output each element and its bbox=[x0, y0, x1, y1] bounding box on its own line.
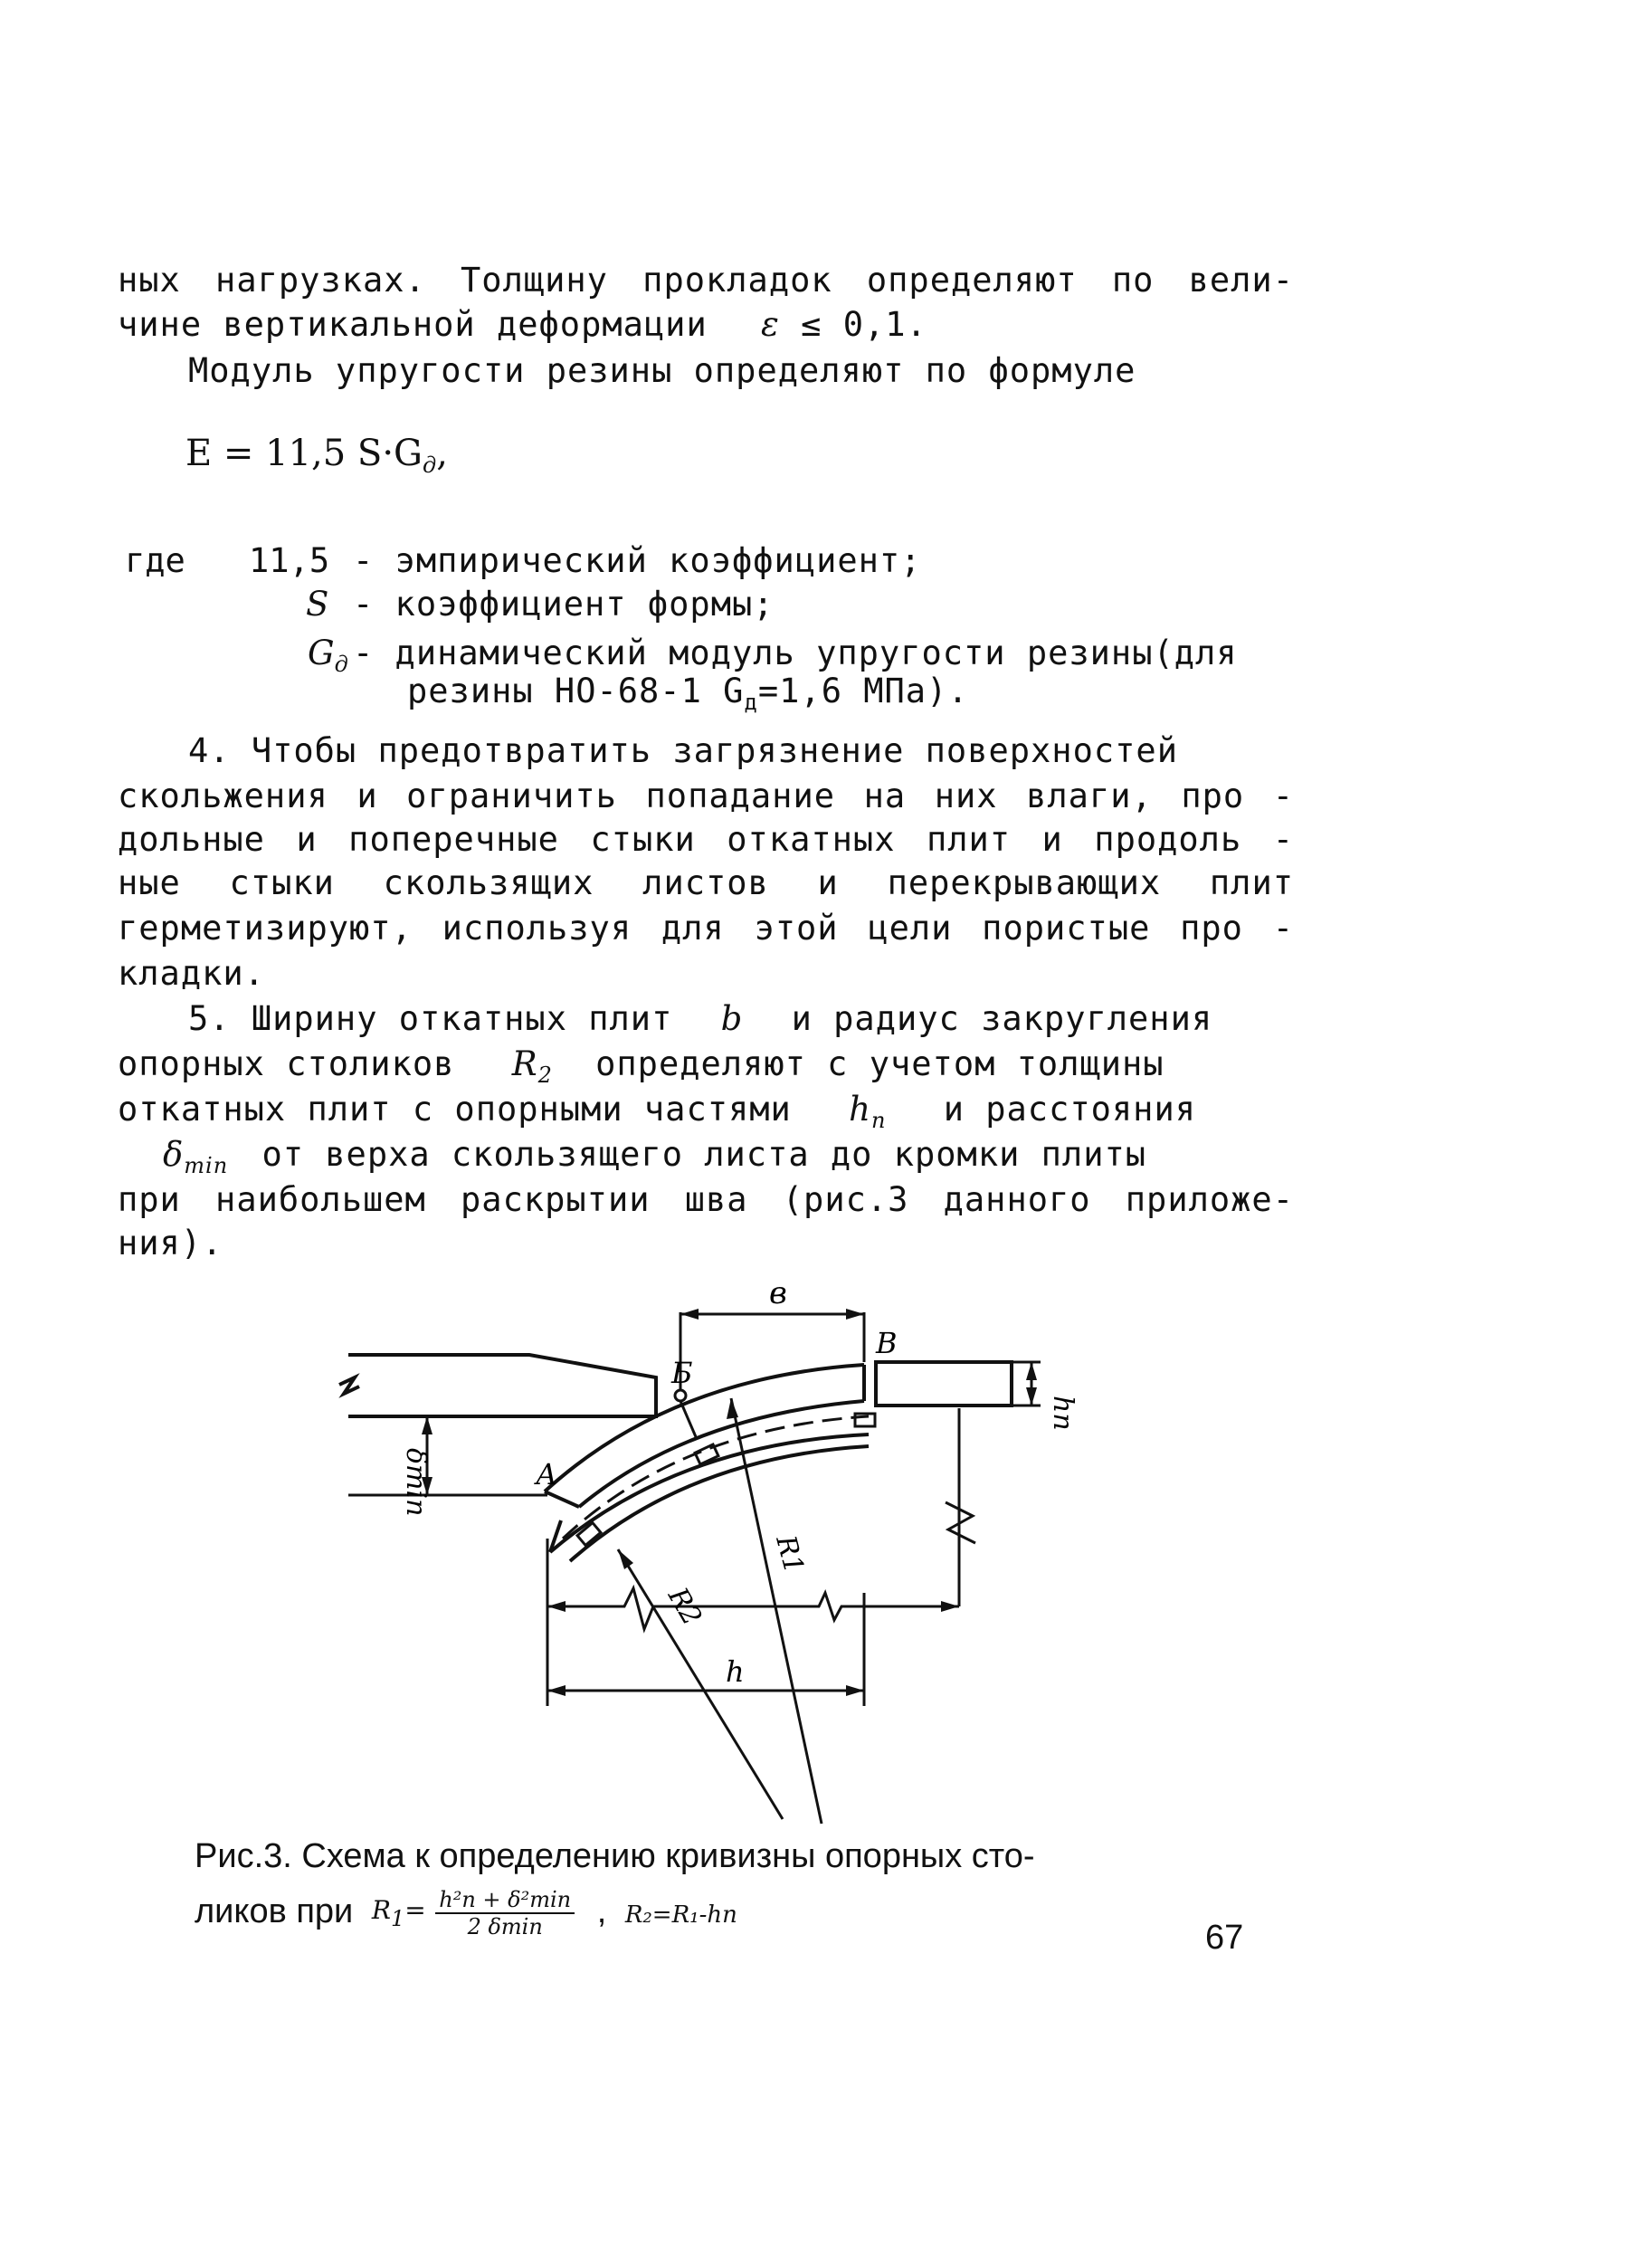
figure-caption-line2: ликов при R1= h²п + δ²min 2 δmin , R₂=R₁-hп bbox=[195, 1887, 737, 1939]
page-number: 67 bbox=[1205, 1919, 1244, 1957]
text-line: ния). bbox=[118, 1224, 223, 1263]
radius-r1 bbox=[731, 1398, 822, 1824]
text-line: опорных столиков $R_2$ определяют с учетом толщины bbox=[118, 1044, 1164, 1088]
def-symbol: 11,5 bbox=[249, 541, 330, 580]
label-r1: R1 bbox=[769, 1532, 810, 1577]
figure-caption: Рис.3. Схема к определению кривизны опорных сто- bbox=[195, 1837, 1035, 1875]
right-plate bbox=[876, 1362, 1012, 1406]
label-point-b: Б bbox=[671, 1356, 693, 1390]
text-line: 5. Ширину откатных плит b и радиус закругления bbox=[188, 999, 1213, 1038]
label-point-a: А bbox=[536, 1457, 558, 1491]
def-symbol: S bbox=[306, 585, 329, 624]
dimension-line-upper bbox=[547, 1588, 959, 1629]
radius-r2 bbox=[618, 1549, 783, 1819]
label-b: в bbox=[769, 1275, 787, 1311]
text-line: 4. Чтобы предотвратить загрязнение поверхностей bbox=[188, 731, 1178, 770]
text-line: дольные и поперечные стыки откатных плит и продоль - bbox=[118, 820, 1294, 859]
def-text: - коэффициент формы; bbox=[353, 585, 775, 624]
text-line: чине вертикальной деформации ε ≤ 0,1. bbox=[118, 305, 927, 344]
def-text: - эмпирический коэффициент; bbox=[353, 541, 922, 580]
joint-b-point bbox=[675, 1390, 686, 1401]
label-h: h bbox=[726, 1654, 745, 1689]
break-mark bbox=[339, 1377, 359, 1394]
text-line: $\delta_{min}$ от верха скользящего листа до кромки плиты bbox=[163, 1135, 1147, 1178]
text-line: скольжения и ограничить попадание на них влаги, про - bbox=[118, 777, 1294, 815]
def-text: - динамический модуль упругости резины(для bbox=[353, 634, 1238, 672]
text-line: откатных плит с опорными частями $h_п$ и расстояния bbox=[118, 1090, 1197, 1133]
left-plate bbox=[348, 1355, 656, 1416]
text-line: герметизируют, используя для этой цели пористые про - bbox=[118, 909, 1294, 948]
where-label: где bbox=[125, 541, 185, 580]
label-hp: hп bbox=[1047, 1396, 1079, 1431]
text-line: при наибольшем раскрытии шва (рис.3 данного приложе- bbox=[118, 1180, 1294, 1219]
label-dmin: δmin bbox=[400, 1448, 432, 1517]
label-r2: R2 bbox=[661, 1582, 708, 1632]
text-line: Модуль упругости резины определяют по формуле bbox=[188, 351, 1136, 390]
def-symbol: $G_д$ bbox=[308, 634, 348, 677]
outer-curved-plate bbox=[545, 1365, 864, 1491]
def-text: резины НО-68-1 $G_д=1,6$ МПа). bbox=[407, 672, 969, 715]
label-point-v: В bbox=[876, 1326, 898, 1360]
text-line: кладки. bbox=[118, 954, 265, 993]
modulus-formula: E = 11,5 $S\cdot G_д$, bbox=[185, 433, 448, 478]
text-line: ные стыки скользящих листов и перекрывающих плит bbox=[118, 863, 1294, 902]
text-line: ных нагрузках. Толщину прокладок определяют по вели- bbox=[118, 261, 1294, 300]
